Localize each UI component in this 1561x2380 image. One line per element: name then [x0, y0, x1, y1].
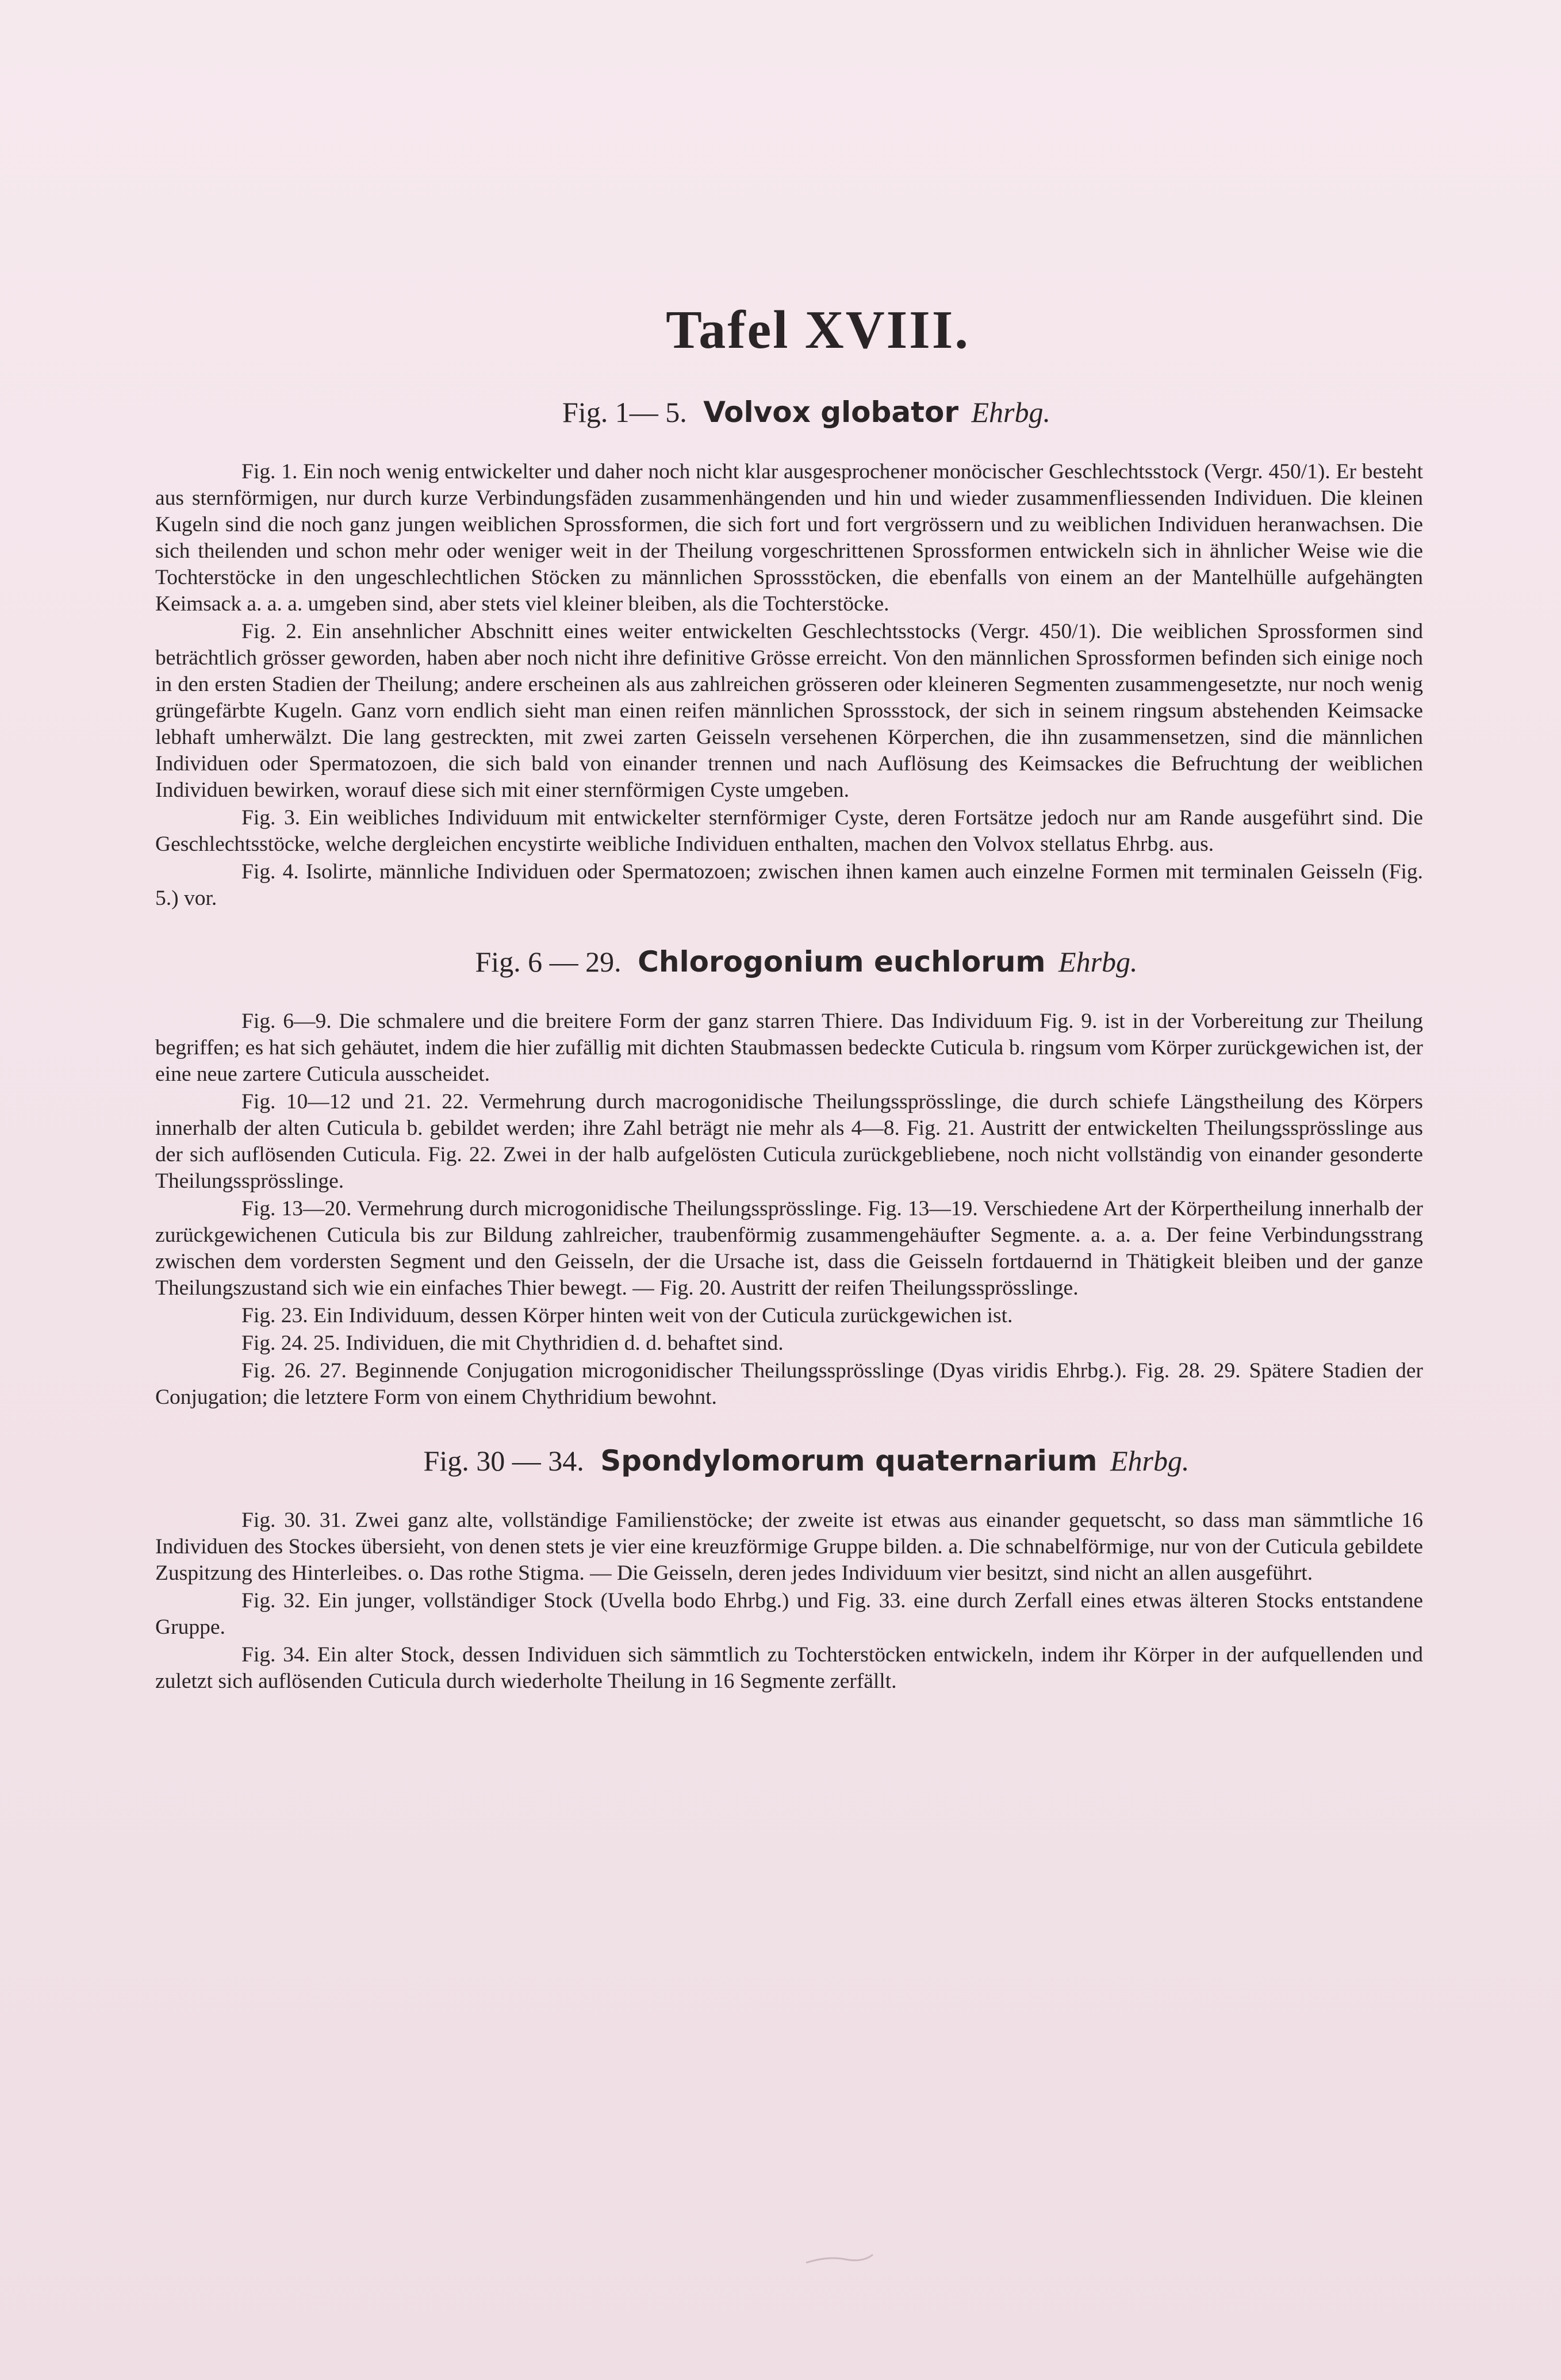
section-heading [155, 945, 1423, 978]
section-heading [155, 396, 1423, 429]
figure-description: Fig. 3. Ein weibliches Individuum mit entwickelter sternförmiger Cyste, deren Fortsätze jedoch nur am Rande ausgeführt sind. Die Geschlechtsstöcke, welche dergleichen encystirte weibliche Individuen enthalten, machen den Volvox stellatus Ehrbg. aus. [155, 806, 1423, 856]
section-volvox [155, 396, 1423, 912]
species-author: Ehrbg. [971, 396, 1050, 428]
section-spondylomorum [155, 1444, 1423, 1695]
species-author: Ehrbg. [1058, 946, 1138, 978]
figure-range: Fig. 1— 5. [562, 396, 687, 428]
figure-description: Fig. 26. 27. Beginnende Conjugation microgonidischer Theilungssprösslinge (Dyas viridis Ehrbg.). Fig. 28. 29. Spätere Stadien der Conjugation; die letztere Form von einem Chythridium bewohnt. [155, 1359, 1423, 1409]
figure-description: Fig. 24. 25. Individuen, die mit Chythridien d. d. behaftet sind. [241, 1331, 784, 1355]
figure-description: Fig. 4. Isolirte, männliche Individuen oder Spermatozoen; zwischen ihnen kamen auch einzelne Formen mit terminalen Geisseln (Fig. 5.) vor. [155, 860, 1423, 910]
figure-description: Fig. 32. Ein junger, vollständiger Stock (Uvella bodo Ehrbg.) und Fig. 33. eine durch Zerfall eines etwas älteren Stocks entstandene Gruppe. [155, 1589, 1423, 1639]
figure-description: Fig. 30. 31. Zwei ganz alte, vollständige Familienstöcke; der zweite ist etwas aus einander gequetscht, so dass man sämmtliche 16 Individuen des Stockes übersieht, von denen stets je vier eine kreuzförmige Gruppe bilden. a. Die schnabelförmige, nur von der Cuticula gebildete Zuspitzung des Hinterleibes. o. Das rothe Stigma. — Die Geisseln, deren jedes Individuum vier besitzt, sind nicht an allen ausgeführt. [155, 1508, 1423, 1585]
plate-page [155, 299, 1423, 1728]
figure-description: Fig. 13—20. Vermehrung durch microgonidische Theilungssprösslinge. Fig. 13—19. Verschiedene Art der Körpertheilung innerhalb der zurückgewichenen Cuticula bis zur Bildung zahlreicher, traubenförmig zusammengehäufter Segmente. a. a. a. Der feine Verbindungsstrang zwischen dem vordersten Segment und den Geisseln, der die Ursache ist, dass die Geisseln fortdauernd in Thätigkeit bleiben und der ganze Theilungszustand sich wie ein einfaches Thier bewegt. — Fig. 20. Austritt der reifen Theilungssprösslinge. [155, 1197, 1423, 1300]
species-author: Ehrbg. [1110, 1445, 1190, 1477]
species-name: Volvox globator [703, 396, 958, 429]
figure-description: Fig. 1. Ein noch wenig entwickelter und daher noch nicht klar ausgesprochener monöcischer Geschlechtsstock (Vergr. 450/1). Er besteht aus sternförmigen, nur durch kurze Verbindungsfäden zusammenhängenden und hin und wieder zusammenfliessenden Individuen. Die kleinen Kugeln sind die noch ganz jungen weiblichen Sprossformen, die sich fort und fort vergrössern und zu weiblichen Individuen heranwachsen. Die sich theilenden und schon mehr oder weniger weit in der Theilung vorgeschrittenen Sprossformen entwickeln sich in ähnlicher Weise wie die Tochterstöcke in den ungeschlechtlichen Stöcken zu männlichen Sprossstöcken, die ebenfalls von einem an der Mantelhülle aufgehängten Keimsack a. a. a. umgeben sind, aber stets viel kleiner bleiben, als die Tochterstöcke. [155, 460, 1423, 616]
figure-description: Fig. 23. Ein Individuum, dessen Körper hinten weit von der Cuticula zurückgewichen ist. [241, 1304, 1013, 1327]
section-heading [155, 1444, 1423, 1477]
figure-description: Fig. 2. Ein ansehnlicher Abschnitt eines weiter entwickelten Geschlechtsstocks (Vergr. 450/1). Die weiblichen Sprossformen sind beträchtlich grösser geworden, haben aber noch nicht ihre definitive Grösse erreicht. Von den männlichen Sprossformen befinden sich einige noch in den ersten Stadien der Theilung; andere erscheinen als aus zahlreichen grösseren oder kleineren Segmenten zusammengesetzte, nur noch wenig grüngefärbte Kugeln. Ganz vorn endlich sieht man einen reifen männlichen Sprossstock, der sich in seinem ringsum abstehenden Keimsacke lebhaft umherwälzt. Die lang gestreckten, mit zwei zarten Geisseln versehenen Körperchen, die ihn zusammensetzen, sind die männlichen Individuen oder Spermatozoen, die sich bald von einander trennen und nach Auflösung des Keimsackes die Befruchtung der weiblichen Individuen bewirken, worauf diese sich mit einer sternförmigen Cyste umgeben. [155, 620, 1423, 802]
figure-range: Fig. 6 — 29. [475, 946, 622, 978]
figure-description: Fig. 34. Ein alter Stock, dessen Individuen sich sämmtlich zu Tochterstöcken entwickeln, indem ihr Körper in der aufquellenden und zuletzt sich auflösenden Cuticula durch wiederholte Theilung in 16 Segmente zerfällt. [155, 1643, 1423, 1693]
species-name: Spondylomorum quaternarium [600, 1444, 1098, 1477]
figure-description: Fig. 10—12 und 21. 22. Vermehrung durch macrogonidische Theilungssprösslinge, die durch schiefe Längstheilung des Körpers innerhalb der alten Cuticula b. gebildet werden; ihre Zahl beträgt nie mehr als 4—8. Fig. 21. Austritt der entwickelten Theilungssprösslinge aus der sich auflösenden Cuticula. Fig. 22. Zwei in der halb aufgelösten Cuticula zurückgebliebene, noch nicht vollständig von einander gesonderte Theilungssprösslinge. [155, 1090, 1423, 1193]
species-name: Chlorogonium euchlorum [638, 945, 1046, 978]
plate-title: Tafel XVIII. [666, 300, 970, 360]
figure-range: Fig. 30 — 34. [423, 1445, 584, 1477]
section-chlorogonium [155, 945, 1423, 1411]
paper-mark [805, 2254, 874, 2265]
figure-description: Fig. 6—9. Die schmalere und die breitere Form der ganz starren Thiere. Das Individuum Fig. 9. ist in der Vorbereitung zur Theilung begriffen; es hat sich gehäutet, indem die hier zufällig mit dichten Staubmassen bedeckte Cuticula b. ringsum vom Körper zurückgewichen ist, der eine neue zartere Cuticula ausscheidet. [155, 1009, 1423, 1086]
